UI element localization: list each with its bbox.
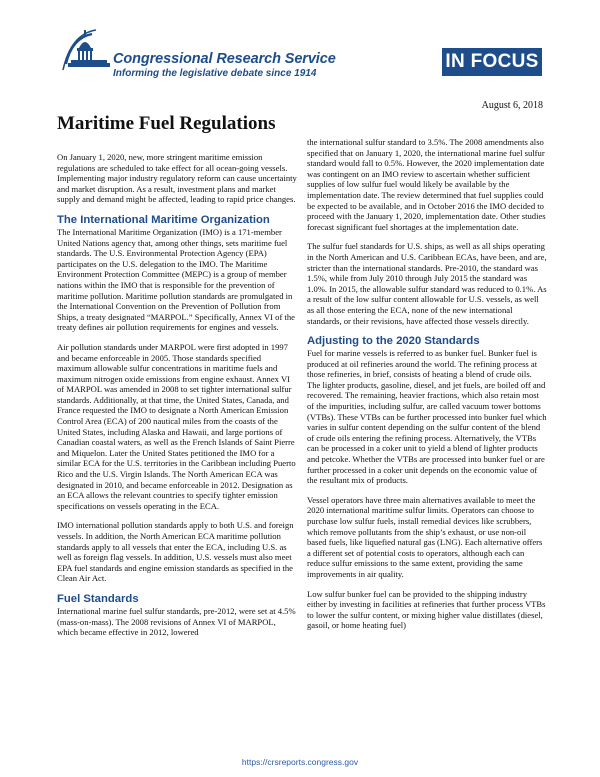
org-name: Congressional Research Service	[113, 51, 336, 67]
paragraph: Fuel for marine vessels is referred to as bunker fuel. Bunker fuel is produced at oil refineries around the world. The refining process at those refineries, in brief, consists of heating a blend of crude oils. The lighter products, gasoline, diesel, and jet fuels, are boiled off and recovered. The remaining, heavier fractions, which also retain most of the impurities, including sulfur, are called vacuum tower bottoms (VTBs). These VTBs can be further processed into bunker fuel which varies in sulfur content depending on the sulfur content of the blend of crude oils entering the refining process. Alternatively, the VTBs can be processed in a coker unit to yield a blend of lighter products and petcoke. Whether the VTBs are processed into bunker fuel or are further processed in a coker unit depends on the economic value of the resultant mix of products.	[307, 348, 547, 486]
paragraph: The sulfur fuel standards for U.S. ships, as well as all ships operating in the North American and U.S. Caribbean ECAs, have been, and are, stricter than the international standards. Pre-2010, the standard was 1.5%, while from July 2010 through July 2015 the standard was 1.0%. In 2015, the allowable sulfur standard was reduced to 0.1%. As a result of the low sulfur content allowable for U.S. vessels, as well as all those entering the ECA, none of the new international standards, or their revisions, have affected those vessels directly.	[307, 241, 547, 326]
paragraph: the international sulfur standard to 3.5%. The 2008 amendments also specified that on January 1, 2020, the international marine fuel sulfur standard would fall to 0.5%. However, the 2020 implementation date was contingent on an IMO review to ascertain whether sufficient supplies of low sulfur fuel would likely be available by the implementation date. The review determined that fuel supplies could be expected to be available, and in October 2016 the IMO decided to proceed with the January 1, 2020, implementation date. Other studies forecast significant fuel shortages at the implementation date.	[307, 137, 546, 232]
org-tagline: Informing the legislative debate since 1914	[113, 68, 317, 79]
publication-date: August 6, 2018	[481, 100, 543, 111]
paragraph: The International Maritime Organization (IMO) is a 171-member United Nations agency that, among other things, sets maritime fuel standards. The U.S. Environmental Protection Agency (EPA) participates on the U.S. delegation to the IMO. The Maritime Environment Protection Committee (MEPC) is a group of member nations within the IMO that is responsible for the prevention of maritime pollution. Maritime pollution standards are promulgated in the International Convention on the Prevention of Pollution from Ships, a treaty designated “MARPOL.” Specifically, Annex VI of the treaty defines air pollution requirements for engines and vessels.	[57, 226, 295, 333]
paragraph: Low sulfur bunker fuel can be provided to the shipping industry either by investing in facilities at refineries that further process VTBs to lower the sulfur content, or mixing higher value distillates (diesel, gasoil, or home heating fuel)	[307, 588, 546, 631]
paragraph: Air pollution standards under MARPOL were first adopted in 1997 and became enforceable in 2005. Those standards specified maximum allowable sulfur concentrations in maritime fuels and maximum nitrogen oxide emissions from engine exhaust. Annex VI of MARPOL was amended in 2008 to set tighter international sulfur standards. Additionally, at that time, the United States, Canada, and France requested the IMO to designate a North American Emission Control Area (ECA) of 200 nautical miles from the coasts of the United States, including Alaska and Hawaii, and large portions of Canadian coastal waters, as well as the French Islands of Saint Pierre and Miquelon. Later the United States petitioned the IMO for a similar ECA for the U.S. territories in the Caribbean including Puerto Rico and the U.S. Virgin Islands. The North American ECA was designated in 2010, and became enforceable in 2012. Designation as an ECA allows the relevant countries to specify tighter emission specifications on vessels operating in the ECA.	[57, 341, 296, 511]
section-heading-imo: The International Maritime Organization	[57, 213, 270, 226]
section-heading-fuel-standards: Fuel Standards	[57, 592, 139, 605]
footer-link[interactable]: https://crsreports.congress.gov	[241, 757, 359, 767]
section-heading-adjusting: Adjusting to the 2020 Standards	[307, 335, 480, 348]
report-header	[0, 0, 600, 100]
page-title: Maritime Fuel Regulations	[57, 113, 276, 134]
right-column	[307, 137, 547, 640]
intro-paragraph: On January 1, 2020, new, more stringent maritime emission regulations are scheduled to take effect for all ocean-going vessels. Implementing major industry regulatory reform can cause uncertainty and market disruption. As a result, investment plans and market supply and demand might be affected, leading to rapid price changes.	[57, 152, 297, 205]
capitol-dome-icon	[62, 24, 112, 74]
left-column	[57, 152, 297, 647]
paragraph: Vessel operators have three main alternatives available to meet the 2020 international maritime sulfur limits. Operators can choose to purchase low sulfur fuels, install remedial devices like scrubbers, which remove pollutants from the ship’s exhaust, or use non-oil based fuels, like liquefied natural gas (LNG). Each alternative offers a different set of potential costs to operators, although each can reduce sulfur emissions to the same extent, providing the same improvements in air quality.	[307, 494, 543, 579]
in-focus-badge: IN FOCUS	[442, 48, 542, 76]
paragraph: International marine fuel sulfur standards, pre-2012, were set at 4.5% (mass-on-mass). The 2008 revisions of Annex VI of MARPOL, which became effective in 2012, lowered	[57, 605, 296, 638]
paragraph: IMO international pollution standards apply to both U.S. and foreign vessels. In addition, the North American ECA maritime pollution standards apply to all vessels that enter the ECA, including U.S. as well as foreign flag vessels. In addition, U.S. vessels must also meet EPA fuel standards and engine emission standards as specified in the Clean Air Act.	[57, 520, 294, 584]
